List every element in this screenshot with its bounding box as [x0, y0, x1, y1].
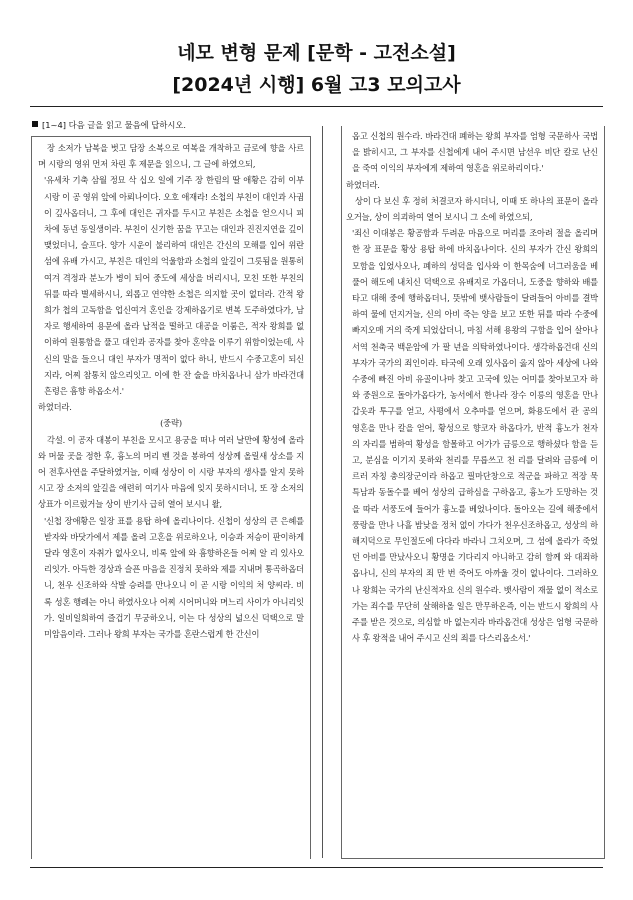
document-title-line-2: [2024년 시행] 6월 고3 모의고사 [172, 74, 461, 96]
passage-left-column [38, 140, 304, 642]
question-header [32, 119, 186, 131]
passage-quote: '유세차 기축 삼월 정묘 삭 십오 일에 기주 장 한림의 딸 애황은 감히 이부 시랑 이 공 영위 앞에 아뢰나이다. 오호 애재라! 소첩의 부친이 대인과 사귐이 깊사옵더니, 그 후에 대인은 귀자를 두시고 부친은 소첩을 얻으시니 피차에 동년 동일생이라. 부친이 신기한 꿈을 꾸고는 대인과 진진지연을 깊이 맺었더니, 슬프다. 양가 시운이 불리하여 대인은 간신의 모해를 입어 위란섬에 유배 가시고, 부친은 대인의 억울함과 소첩의 앞길이 그릇됨을 원통히 여겨 격정과 분노가 병이 되어 중도에 세상을 버리시니, 모친 또한 부친의 뒤를 따라 별세하시니, 외롭고 연약한 소첩은 의지할 곳이 없더라. 간적 왕희가 첩의 고독함을 업신여겨 혼인을 강제하옵기로 변복 도주하였다가, 남자로 행세하여 용문에 올라 납적을 떨하고 대공을 이룸은, 적자 왕희를 없이하여 원통함을 풀고 대인과 공자를 찾아 혼약을 이루기 위함이었는데, 사신의 말을 들으니 대인 부자가 명적이 없다 하니, 반드시 수중고혼이 되신지라, 어찌 참통치 않으리잇고. 이에 한 잔 술을 바치옵나니 삼가 바라건대 흔령은 흠향 하옵소서.' [44, 175, 304, 397]
passage-paragraph: 하였더라. [38, 402, 72, 413]
passage-quote: '신첩 장애황은 일장 표를 용탑 하에 올리나이다. 신첩이 성상의 큰 은혜를 받자와 바닷가에서 제를 올려 고혼을 위로하오나, 이승과 저승이 판이하게 달라 영혼이 자취가 없사오니, 비록 앞에 와 흠향하온들 어찌 알 리 있사오리잇가. 아득한 경상과 슬픈 마음을 진정치 못하와 제를 지내며 통곡하옵더니, 천우 신조하와 삭발 승려를 만나오니 이 곧 시랑 이익의 처 양씨라. 비록 성혼 행례는 아니 하였사오나 어찌 시어머니와 며느리 사이가 아니리잇가. 일비일희하여 즐겁기 무궁하오니, 이는 다 성상의 넓으신 덕택으로 말미암음이라. 그러나 왕희 부자는 국가를 혼란스럽게 한 간신이 [44, 515, 304, 640]
passage-right-column [346, 128, 598, 647]
document-title-line-1: 네모 변형 문제 [문학 - 고전소설] [177, 42, 456, 64]
passage-paragraph: 상이 다 보신 후 정히 처결코자 하시더니, 이때 또 하나의 표문이 올라오거늘, 상이 의괴하여 열어 보시니 그 소에 하였으되, [346, 195, 598, 223]
footer-rule [30, 867, 603, 868]
column-divider [322, 126, 323, 858]
square-bullet-icon [32, 121, 38, 127]
passage-paragraph: 하였더라. [346, 179, 380, 190]
passage-quote: 옵고 신첩의 원수라. 바라건대 폐하는 왕희 부자를 엄형 국문하사 국법을 밝히시고, 그 부자를 신첩에게 내어 주시면 남선우 비단 칼로 난신을 죽여 이익의 부자에게 제하여 영혼을 위로하리이다.' [352, 131, 598, 174]
question-header-text: [1~4] 다음 글을 읽고 물음에 답하시오. [42, 120, 187, 130]
passage-paragraph: 장 소저가 남복을 벗고 담장 소복으로 여복을 개착하고 금로에 향을 사르며 시랑의 영위 먼저 차린 후 제문을 읽으니, 그 글에 하였으되, [38, 143, 304, 170]
passage-paragraph: 각설. 이 공자 대봉이 부친을 모시고 용궁을 떠나 여러 날만에 황성에 올라와 머물 곳을 정한 후, 흉노의 머리 벤 것을 봉하여 성상께 올릴새 상소를 지어 전후사연을 주달하였거늘, 이때 성상이 이 시랑 부자의 생사를 알지 못하시고 장 소저의 앞길을 애련히 여기사 마음에 잊지 못하시더니, 또 장 소저의 상표가 이르렀거늘 상이 반기사 급히 열어 보시니 왈, [38, 434, 304, 510]
omission-marker: (중략) [160, 418, 182, 429]
header-rule [30, 106, 603, 107]
passage-quote: '죄신 이대봉은 황공함과 두려운 마음으로 머리를 조아려 절을 올리며 한 장 표문을 황상 용탑 하에 바치옵나이다. 신의 부자가 간신 왕희의 모함을 입었사오나, 폐하의 성덕을 입사와 이 한목숨에 너그러움을 베풀어 해도에 내치신 덕택으로 유배지로 가옵더니, 도중을 향하와 배를 타고 대해 중에 행하옵더니, 뜻밖에 뱃사람들이 달려들어 아비를 결박하여 물에 던지거늘, 신의 아비 죽는 양을 보고 또한 뒤를 따라 수중에 빠지오매 거의 죽게 되었삽더니, 마침 서해 용왕의 구함을 입어 살아나 서역 천축국 백운암에 가 팔 년을 의탁하였나이다. 생각하옵건대 신의 부자가 국가의 죄인이라. 타국에 오래 있사옵이 옳지 않아 세상에 나와 수중에 빠진 아비 유골이나마 찾고 고국에 있는 어미를 찾아보고자 하와 중원으로 돌아가옵다가, 농서에서 한나라 장수 이릉의 영혼을 만나 갑옷과 투구를 얻고, 사평에서 오추마를 얻으며, 화용도에서 관 공의 영혼을 만나 칼을 얻어, 황성으로 향코자 하옵다가, 반적 흉노가 천자의 자리를 범하여 황성을 함몰하고 어가가 금릉으로 행하셨다 함을 듣고, 분심을 이기지 못하와 천리를 무릅쓰고 천 리를 달려와 금릉에 이르러 자칭 충의장군이라 하옵고 필마단창으로 적군을 파하고 적장 묵특남과 동돌수를 베어 성상의 급하심을 구하옵고, 흉노가 도망하는 것을 따라 서풍도에 들어가 흉노를 베었나이다. 돌아오는 길에 해중에서 풍랑을 만나 나흘 밤낮을 정처 없이 가다가 천우신조하옵고, 성상의 하해지덕으로 무인절도에 다다라 바라니 그치오며, 그 섬에 올라가 죽었던 아비를 만났사오니 황명을 기다리지 아니하고 감히 함께 와 대죄하옵나니, 신의 부자의 죄 만 번 죽어도 아까울 것이 없나이다. 그러하오나 왕희는 국가의 난신적자요 신의 원수라. 뱃사람이 재물 없이 적소로 가는 죄수를 무단히 살해하올 일은 만무하온즉, 이는 반드시 왕희의 사주를 받은 것으로, 의심할 바 없는지라 바라옵건대 성상은 엄형 국문하사 후 왕적을 내어 주시고 신의 죄를 다스리옵소서.' [352, 228, 598, 644]
